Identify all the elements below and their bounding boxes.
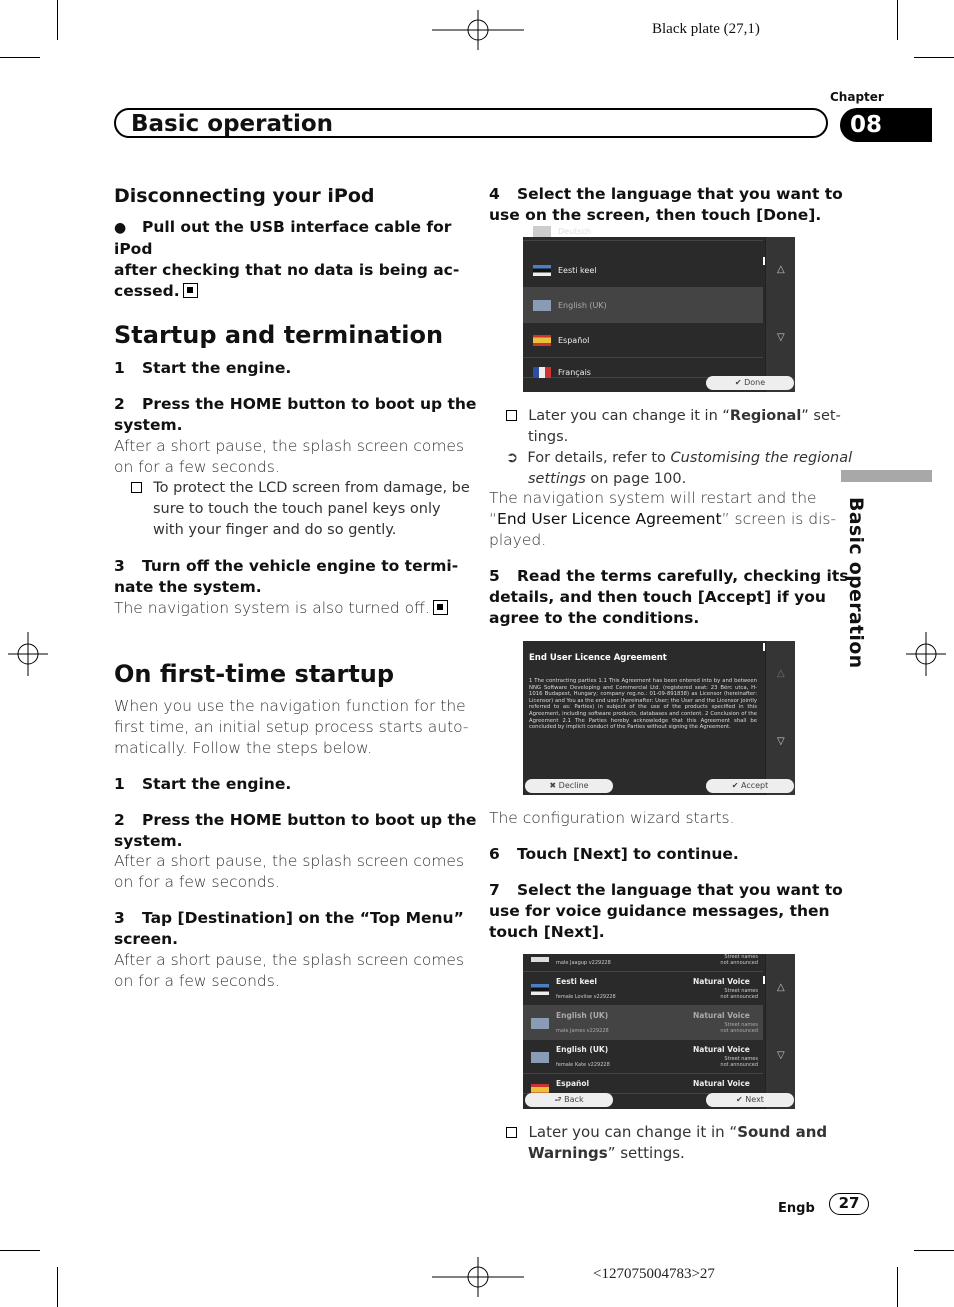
screenshot-voice-select [523, 954, 795, 1109]
chapter-label: Chapter [830, 90, 884, 104]
done-button[interactable]: ✔ Done [706, 376, 794, 390]
first-step-2: 2 Press the HOME button to boot up the system. [114, 811, 477, 850]
decline-button[interactable]: ✖ Decline [525, 779, 613, 793]
scroll-down-icon[interactable]: ▽ [777, 332, 785, 343]
end-mark-icon [183, 283, 198, 298]
screenshot-eula [523, 641, 795, 795]
back-arrow-icon: ⮐ [554, 1095, 562, 1104]
next-button[interactable]: ✔ Next [706, 1093, 794, 1107]
chapter-number: 08 [850, 112, 883, 138]
crop-mark [57, 1267, 58, 1307]
arrow-ref-icon: ➲ [506, 450, 519, 466]
voice-row-selected[interactable]: English (UK) male James v229228 Natural Voice Street names not announced [523, 1006, 763, 1040]
check-icon: ✔ [731, 781, 739, 790]
first-startup-title: On first-time startup [114, 660, 395, 688]
note-box-icon [506, 410, 517, 421]
accept-button[interactable]: ✔ Accept [706, 779, 794, 793]
scroll-indicator [763, 643, 765, 651]
check-icon: ✔ [736, 1095, 743, 1104]
voice-row[interactable]: English (UK) female Kate v229228 Natural Voice Street names not announced [523, 1040, 763, 1074]
wizard-text: The configuration wizard starts. [489, 809, 735, 827]
note-regional: Later you can change it in “Regional” set- tings. ➲ For details, refer to Customising the regional settings on page 100. [506, 408, 853, 487]
first-step-1: 1 Start the engine. [114, 775, 292, 793]
scrollbar[interactable] [765, 641, 795, 795]
startup-step-3-body: The navigation system is also turned off. [114, 598, 448, 619]
document-code: <127075004783>27 [593, 1266, 715, 1282]
note-box-icon [506, 1127, 517, 1138]
lang-row[interactable]: Deutsch [523, 223, 763, 241]
voice-row[interactable]: Español Natural Voice [523, 1074, 763, 1094]
eula-title: End User Licence Agreement [529, 653, 667, 663]
step-7: 7 Select the language that you want to use for voice guidance messages, then touch [Next]. [489, 881, 843, 941]
crop-mark [0, 57, 40, 58]
registration-mark-top [432, 10, 524, 50]
lang-row[interactable]: Español [523, 323, 763, 358]
first-step-3: 3 Tap [Destination] on the “Top Menu” screen. [114, 909, 464, 948]
bullet-dot-icon: ● [114, 220, 127, 236]
lang-row[interactable]: Eesti keel [523, 253, 763, 288]
voice-row[interactable]: Eesti keel female Loviise v229228 Natural Voice Street names not announced [523, 972, 763, 1006]
eula-text: 1 The contracting parties 1.1 This Agreement has been entered into by and between NNG Software Developing and Commercial Ltd. (registered seat: 23 Bérc utca, H-1016 Budapest, Hungary; company reg.no.: 01-09-891838) as Licensor (hereinafter: Licensor) and You as the end user (hereinafter: User; the User and the Licensor jointly referred to as: Parties) in subject of the use of the products specified in this Agreement, including software products, databases and content. 2 Conclusion of the Agreement 2.1 The Parties hereby acknowledge that this Agreement shall be concluded by implicit conduct of the Parties without signing the Agreement. [529, 678, 757, 731]
startup-step-2-note: To protect the LCD screen from damage, be sure to touch the touch panel keys only with your finger and do so gently. [131, 478, 470, 541]
first-startup-intro: When you use the navigation function for the first time, an initial setup process starts auto- matically. Follow the steps below. [114, 697, 469, 757]
first-step-2-body: After a short pause, the splash screen comes on for a few seconds. [114, 852, 465, 891]
scroll-down-icon[interactable]: ▽ [777, 736, 785, 747]
startup-step-2: 2 Press the HOME button to boot up the system. [114, 395, 477, 434]
note-sound: Later you can change it in “Sound and Warnings” settings. [506, 1122, 827, 1164]
lang-row-selected[interactable]: English (UK) [523, 288, 763, 323]
first-step-3-body: After a short pause, the splash screen comes on for a few seconds. [114, 951, 465, 990]
side-tab-bar [841, 470, 932, 482]
scrollbar[interactable] [765, 954, 795, 1109]
x-icon: ✖ [549, 781, 557, 790]
step-6: 6 Touch [Next] to continue. [489, 845, 739, 863]
plate-label: Black plate (27,1) [652, 21, 760, 37]
scroll-up-icon[interactable]: △ [777, 982, 785, 993]
back-button[interactable]: ⮐ Back [525, 1093, 613, 1107]
registration-mark-right [906, 632, 946, 676]
registration-mark-bottom [432, 1257, 524, 1297]
crop-mark [897, 0, 898, 40]
crop-mark [57, 0, 58, 40]
scroll-up-icon[interactable]: △ [777, 264, 785, 275]
disconnect-bullet: ● Pull out the USB interface cable for iPod after checking that no data is being ac- cessed. [114, 218, 460, 300]
step-5: 5 Read the terms carefully, checking its details, and then touch [Accept] if you agree to the conditions. [489, 567, 849, 627]
check-icon: ✔ [734, 378, 742, 387]
step-4: 4 Select the language that you want to use on the screen, then touch [Done]. [489, 185, 843, 224]
footer-language: Engb [778, 1201, 815, 1216]
scroll-down-icon[interactable]: ▽ [777, 1050, 785, 1061]
scroll-indicator [763, 976, 765, 984]
startup-step-3: 3 Turn off the vehicle engine to termi- nate the system. [114, 557, 459, 596]
disconnect-title: Disconnecting your iPod [114, 185, 375, 207]
side-tab-label: Basic operation [845, 497, 867, 669]
voice-row[interactable]: male Jaagup v229228 Street names not announced [523, 954, 763, 972]
crop-mark [897, 1267, 898, 1307]
scroll-indicator [763, 257, 765, 265]
lang-row[interactable]: Français [523, 358, 763, 378]
crop-mark [914, 1250, 954, 1251]
note-box-icon [131, 482, 142, 493]
screenshot-language-select [523, 227, 795, 392]
startup-title: Startup and termination [114, 321, 444, 349]
scrollbar[interactable] [765, 237, 795, 392]
page-number: 27 [829, 1193, 869, 1215]
end-mark-icon [433, 600, 448, 615]
crop-mark [0, 1250, 40, 1251]
section-title: Basic operation [131, 111, 334, 137]
registration-mark-left [8, 632, 48, 676]
scroll-up-icon[interactable]: △ [777, 668, 785, 679]
startup-step-1: 1 Start the engine. [114, 359, 292, 377]
startup-step-2-body: After a short pause, the splash screen comes on for a few seconds. [114, 437, 465, 476]
restart-text: The navigation system will restart and the “End User Licence Agreement” screen is dis- played. [489, 489, 837, 549]
crop-mark [914, 57, 954, 58]
